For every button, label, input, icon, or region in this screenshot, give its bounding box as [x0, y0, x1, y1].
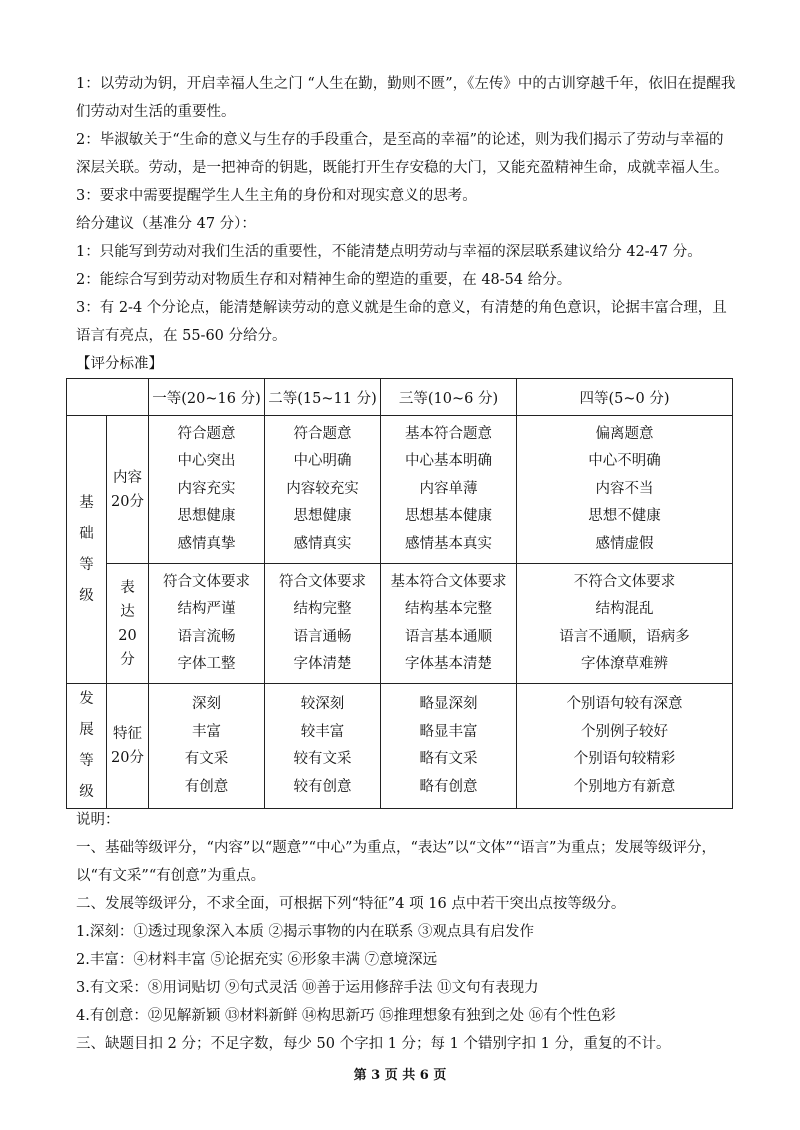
- development-level-label: 发 展 等 级: [67, 684, 107, 809]
- expression-grade-2: 符合文体要求 结构完整 语言通畅 字体清楚: [265, 564, 381, 684]
- content-label: 内容 20分: [107, 416, 149, 564]
- expression-grade-1: 符合文体要求 结构严谨 语言流畅 字体工整: [149, 564, 265, 684]
- feature-grade-4: 个别语句较有深意 个别例子较好 个别语句较精彩 个别地方有新意: [517, 684, 733, 809]
- page-footer: 第 3 页 共 6 页: [353, 1068, 447, 1083]
- intro-paragraph-1: 1：以劳动为钥，开启幸福人生之门 “人生在勤，勤则不匮”，《左传》中的古训穿越千年，依旧在提醒我们劳动对生活的重要性。: [76, 76, 736, 120]
- header-blank-cell: [67, 379, 149, 416]
- note-line-4: 2.丰富：④材料丰富 ⑤论据充实 ⑥形象丰满 ⑦意境深远: [76, 952, 438, 968]
- table-header-row: [67, 379, 733, 416]
- standard-title: 【评分标准】: [76, 356, 163, 372]
- scoring-suggestion-title: 给分建议（基准分 47 分）：: [76, 216, 256, 232]
- feature-grade-2: 较深刻 较丰富 较有文采 较有创意: [265, 684, 381, 809]
- notes-section: [76, 806, 736, 1058]
- header-grade-4: 四等(5~0 分): [517, 379, 733, 416]
- intro-paragraph-3: 3：要求中需要提醒学生人生主角的身份和对现实意义的思考。: [76, 188, 477, 204]
- intro-section: [76, 70, 736, 378]
- header-grade-3: 三等(10~6 分): [381, 379, 517, 416]
- basic-level-label: 基 础 等 级: [67, 416, 107, 684]
- scoring-table: [66, 378, 733, 809]
- expression-label: 表 达 20 分: [107, 564, 149, 684]
- suggestion-item-1: 1：只能写到劳动对我们生活的重要性，不能清楚点明劳动与幸福的深层联系建议给分 42-47 分。: [76, 244, 702, 260]
- note-line-7: 三、缺题目扣 2 分；不足字数，每少 50 个字扣 1 分；每 1 个错别字扣 1 分，重复的不计。: [76, 1036, 671, 1052]
- intro-paragraph-2: 2：毕淑敏关于“生命的意义与生存的手段重合，是至高的幸福”的论述，则为我们揭示了劳动与幸福的深层关联。劳动，是一把神奇的钥匙，既能打开生存安稳的大门，又能充盈精神生命，成就幸福人生。: [76, 132, 729, 176]
- content-grade-2: 符合题意 中心明确 内容较充实 思想健康 感情真实: [265, 416, 381, 564]
- expression-grade-4: 不符合文体要求 结构混乱 语言不通顺，语病多 字体潦草难辨: [517, 564, 733, 684]
- notes-title: 说明：: [76, 812, 120, 828]
- expression-grade-3: 基本符合文体要求 结构基本完整 语言基本通顺 字体基本清楚: [381, 564, 517, 684]
- note-line-2: 二、发展等级评分，不求全面，可根据下列“特征”4 项 16 点中若干突出点按等级分。: [76, 896, 626, 912]
- table-row-expression: [67, 564, 733, 684]
- header-grade-1: 一等(20~16 分): [149, 379, 265, 416]
- feature-label: 特征 20分: [107, 684, 149, 809]
- content-grade-4: 偏离题意 中心不明确 内容不当 思想不健康 感情虚假: [517, 416, 733, 564]
- note-line-6: 4.有创意：⑫见解新颖 ⑬材料新鲜 ⑭构思新巧 ⑮推理想象有独到之处 ⑯有个性色彩: [76, 1008, 616, 1024]
- suggestion-item-2: 2：能综合写到劳动对物质生存和对精神生命的塑造的重要，在 48-54 给分。: [76, 272, 572, 288]
- suggestion-item-3: 3：有 2-4 个分论点，能清楚解读劳动的意义就是生命的意义，有清楚的角色意识，论据丰富合理，且语言有亮点，在 55-60 分给分。: [76, 300, 727, 344]
- content-grade-1: 符合题意 中心突出 内容充实 思想健康 感情真挚: [149, 416, 265, 564]
- note-line-3: 1.深刻：①透过现象深入本质 ②揭示事物的内在联系 ③观点具有启发作: [76, 924, 535, 940]
- table-row-content: [67, 416, 733, 564]
- note-line-5: 3.有文采：⑧用词贴切 ⑨句式灵活 ⑩善于运用修辞手法 ⑪文句有表现力: [76, 980, 539, 996]
- feature-grade-1: 深刻 丰富 有文采 有创意: [149, 684, 265, 809]
- table-row-feature: [67, 684, 733, 809]
- content-grade-3: 基本符合题意 中心基本明确 内容单薄 思想基本健康 感情基本真实: [381, 416, 517, 564]
- feature-grade-3: 略显深刻 略显丰富 略有文采 略有创意: [381, 684, 517, 809]
- header-grade-2: 二等(15~11 分): [265, 379, 381, 416]
- note-line-1: 一、基础等级评分，“内容”以“题意”“中心”为重点，“表达”以“文体”“语言”为重点；发展等级评分，以“有文采”“有创意”为重点。: [76, 840, 716, 884]
